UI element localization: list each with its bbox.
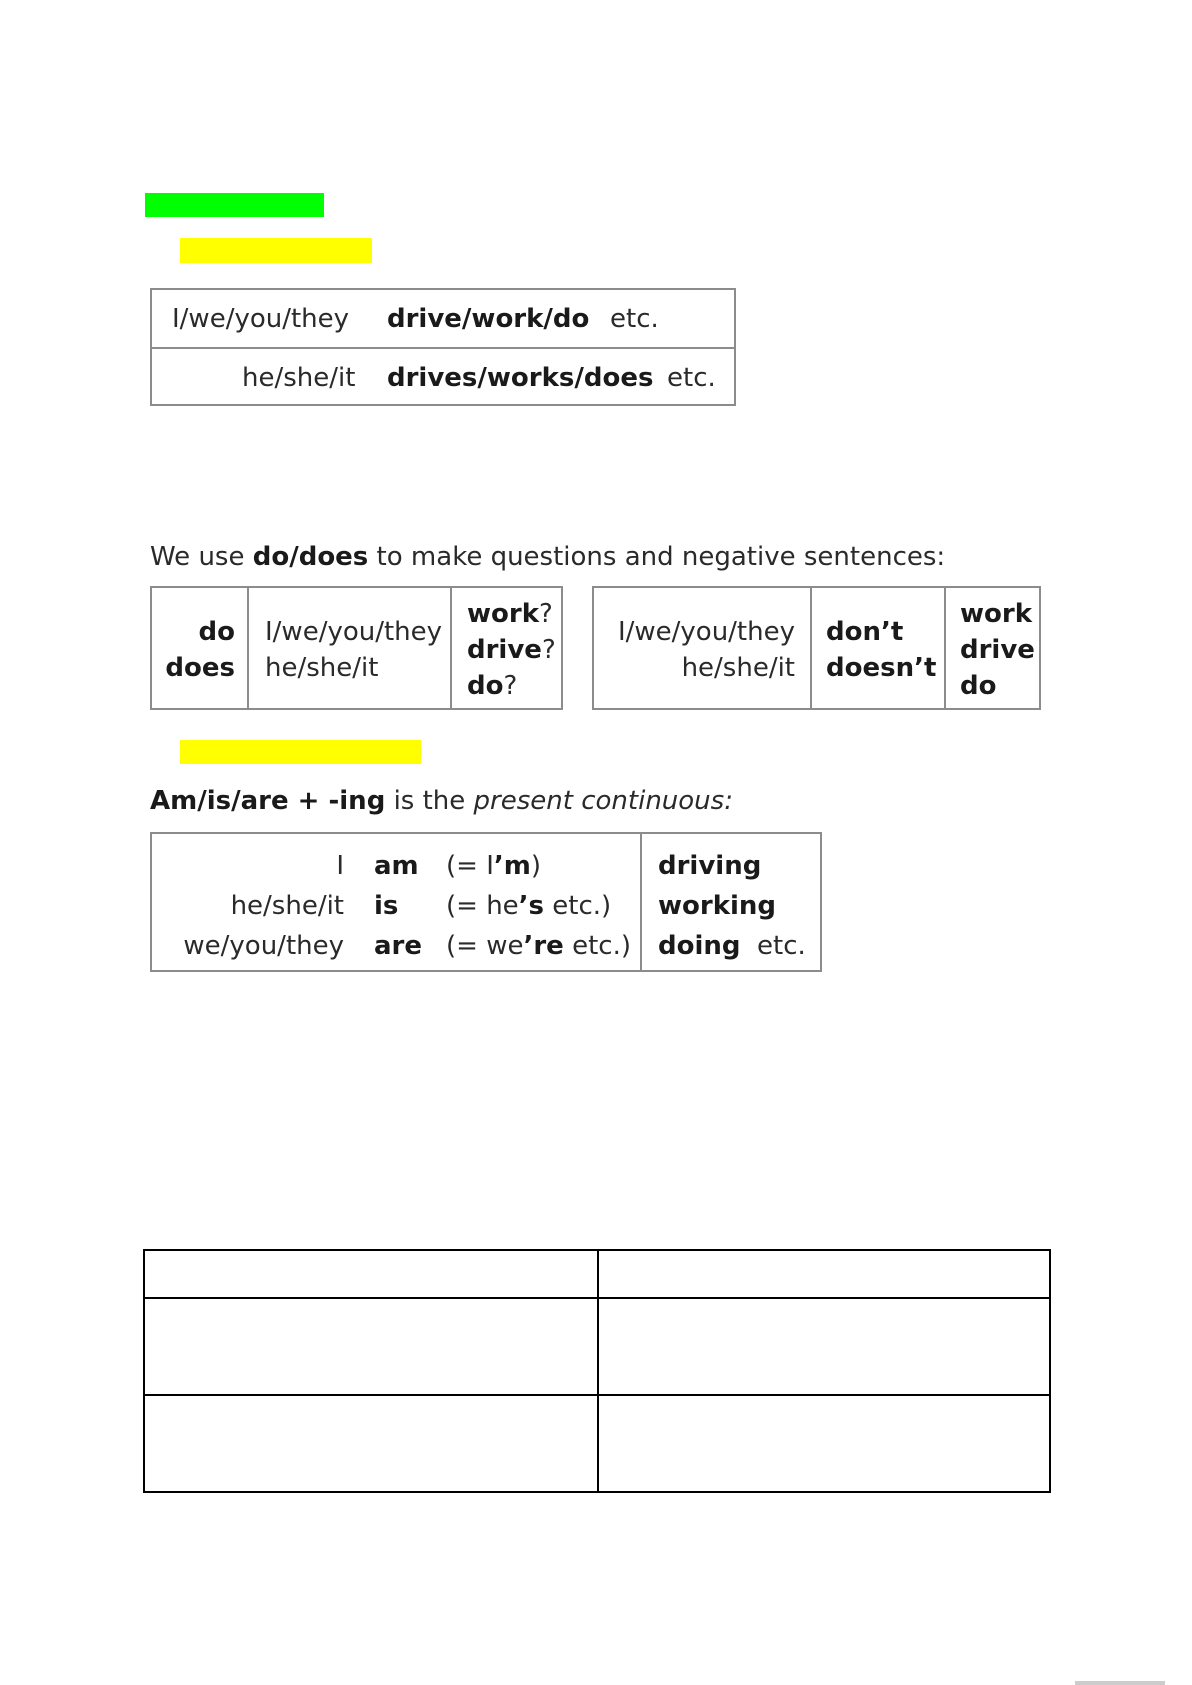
negatives-table (592, 586, 1041, 710)
table-row (152, 349, 734, 406)
cont-subject-3: we/you/they (183, 931, 344, 961)
green-highlight-bar (145, 193, 324, 217)
aux-doesnt: doesn’t (826, 653, 937, 683)
verbs-cell: drive/work/do (387, 304, 590, 334)
verbs-cell: drives/works/does (387, 363, 654, 393)
verb-q-1: work? (467, 599, 553, 629)
yellow-highlight-bar-2 (180, 740, 421, 764)
empty-cell[interactable] (144, 1395, 598, 1492)
contraction-1: (= I’m) (446, 851, 541, 881)
heading-middle: is the (385, 786, 474, 816)
subject-plural: I/we/you/they (617, 617, 795, 647)
sentence-bold: do/does (252, 542, 369, 572)
cont-subject-2: he/she/it (230, 891, 344, 921)
heading-italic: present continuous: (473, 786, 733, 816)
page-edge-mark (1075, 1681, 1165, 1685)
subject-singular: he/she/it (265, 653, 379, 683)
present-simple-table (150, 288, 736, 406)
empty-cell[interactable] (598, 1298, 1050, 1395)
subject-cell: he/she/it (242, 363, 356, 393)
ing-working: working (658, 891, 777, 921)
empty-cell[interactable] (144, 1250, 598, 1298)
present-continuous-table (150, 832, 822, 972)
verb-neg-2: drive (960, 635, 1035, 665)
do-does-sentence (150, 542, 945, 572)
present-continuous-heading (150, 786, 733, 816)
heading-bold: Am/is/are + -ing (150, 786, 386, 816)
subject-plural: I/we/you/they (265, 617, 443, 647)
aux-do: do (198, 617, 235, 647)
sentence-prefix: We use (150, 542, 253, 572)
cont-verb-is: is (374, 891, 399, 921)
table-row (144, 1250, 1050, 1298)
aux-dont: don’t (826, 617, 904, 647)
etc-cell: etc. (610, 304, 659, 334)
verb-q-3: do? (467, 671, 518, 701)
ing-driving: driving (658, 851, 762, 881)
cont-subject-1: I (336, 851, 344, 881)
verb-q-2: drive? (467, 635, 556, 665)
contraction-3: (= we’re etc.) (446, 931, 631, 961)
cont-verb-am: am (374, 851, 419, 881)
empty-cell[interactable] (598, 1395, 1050, 1492)
cont-verb-are: are (374, 931, 423, 961)
table-row (144, 1298, 1050, 1395)
aux-does: does (165, 653, 235, 683)
empty-cell[interactable] (144, 1298, 598, 1395)
subject-singular: he/she/it (681, 653, 795, 683)
yellow-highlight-bar-1 (180, 238, 372, 263)
ing-doing-etc: doing etc. (658, 931, 806, 961)
verb-neg-1: work (960, 599, 1032, 629)
sentence-suffix: to make questions and negative sentences: (368, 542, 946, 572)
etc-cell: etc. (667, 363, 716, 393)
empty-table (143, 1249, 1051, 1493)
verb-neg-3: do (960, 671, 997, 701)
subject-cell: I/we/you/they (172, 304, 350, 334)
empty-cell[interactable] (598, 1250, 1050, 1298)
questions-table (150, 586, 563, 710)
table-row (144, 1395, 1050, 1492)
table-row (152, 290, 734, 349)
contraction-2: (= he’s etc.) (446, 891, 612, 921)
